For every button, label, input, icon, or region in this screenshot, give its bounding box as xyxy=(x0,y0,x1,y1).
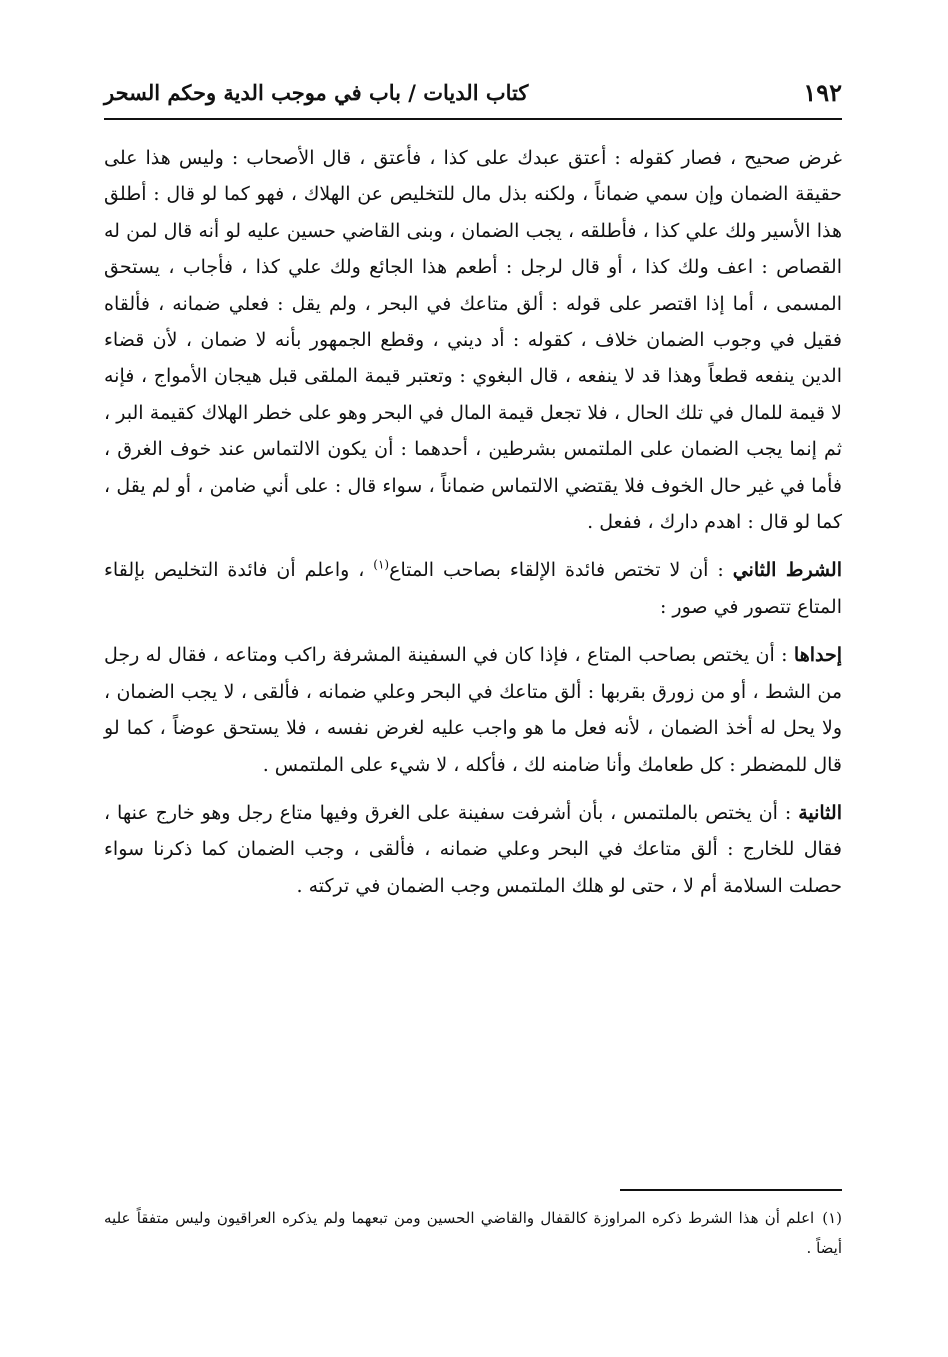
footnote-1 xyxy=(104,1203,842,1263)
footnote-rule xyxy=(620,1189,842,1191)
paragraph-2-lead: الشرط الثاني xyxy=(732,559,843,582)
paragraph-3-text: : أن يختص بصاحب المتاع ، فإذا كان في السفينة المشرفة راكب ومتاعه ، فقال له رجل من الشط ، أو من زورق بقربها : ألق متاعك في البحر وعلي ضمانه ، فألقى ، لا يجب الضمان ، ولا يحل له أخذ الضمان ، لأنه فعل ما هو واجب عليه لغرض نفسه ، فلا يستحق عوضاً ، كما لو قال للمضطر : كل طعامك وأنا ضامنه لك ، فأكله ، لا شيء على الملتمس . xyxy=(104,644,842,776)
paragraph-3-lead: إحداها xyxy=(793,644,842,667)
paragraph-4 xyxy=(104,795,842,904)
paragraph-4-text: : أن يختص بالملتمس ، بأن أشرفت سفينة على الغرق وفيها متاع رجل وهو خارج عنها ، فقال للخارج : ألق متاعك في البحر وعلي ضمانه ، فألقى ، وجب الضمان كما ذكرنا سواء حصلت السلامة أم لا ، حتى لو هلك الملتمس وجب الضمان في تركته . xyxy=(104,801,842,897)
running-title: كتاب الديات / باب في موجب الدية وحكم السحر xyxy=(104,79,529,105)
paragraph-2 xyxy=(104,552,842,625)
page-number: ١٩٢ xyxy=(803,77,842,107)
running-header xyxy=(104,72,842,112)
paragraph-2-text-b: ، واعلم أن فائدة التخليص بإلقاء المتاع تتصور في صور : xyxy=(104,559,842,618)
footnote-1-text: اعلم أن هذا الشرط ذكره المراوزة كالقفال والقاضي الحسين ومن تبعهما ولم يذكره العراقيون وليس متفقاً عليه أيضاً . xyxy=(104,1209,842,1257)
paragraph-1 xyxy=(104,140,842,540)
footnotes xyxy=(104,1203,842,1263)
paragraph-3 xyxy=(104,637,842,783)
paragraph-1-text: غرض صحيح ، فصار كقوله : أعتق عبدك على كذا ، فأعتق ، قال الأصحاب : وليس هذا على حقيقة الضمان وإن سمي ضماناً ، ولكنه بذل مال للتخليص عن الهلاك ، فهو كما لو قال : أطلق هذا الأسير ولك علي كذا ، فأطلقه ، يجب الضمان ، وبنى القاضي حسين عليه لو أنه قال لمن له القصاص : اعف ولك كذا ، أو قال لرجل : أطعم هذا الجائع ولك علي كذا ، فأجاب ، يستحق المسمى ، أما إذا اقتصر على قوله : ألق متاعك في البحر ، ولم يقل : فعلي ضمانه ، فألقاه فقيل في وجوب الضمان خلاف ، كقوله : أد ديني ، وقطع الجمهور بأنه لا ضمان ، لأن قضاء الدين ينفعه قطعاً وهذا قد لا ينفعه ، قال البغوي : وتعتبر قيمة الملقى قبل هيجان الأمواج ، فإنه لا قيمة للمال في تلك الحال ، فلا تجعل قيمة المال في البحر وهو على خطر الهلاك كقيمة البر ، ثم إنما يجب الضمان على الملتمس بشرطين ، أحدهما : أن يكون الالتماس عند خوف الغرق ، فأما في غير حال الخوف فلا يقتضي الالتماس ضماناً ، سواء قال : على أني ضامن ، أو لم يقل ، كما لو قال : اهدم دارك ، ففعل . xyxy=(104,147,842,534)
paragraph-2-text-a: : أن لا تختص فائدة الإلقاء بصاحب المتاع xyxy=(389,559,733,582)
footnote-ref-1[interactable]: (١) xyxy=(373,558,390,573)
header-rule xyxy=(104,118,842,120)
paragraph-4-lead: الثانية xyxy=(798,801,842,824)
main-text xyxy=(104,140,842,904)
footnote-1-number: (١) xyxy=(822,1209,842,1227)
